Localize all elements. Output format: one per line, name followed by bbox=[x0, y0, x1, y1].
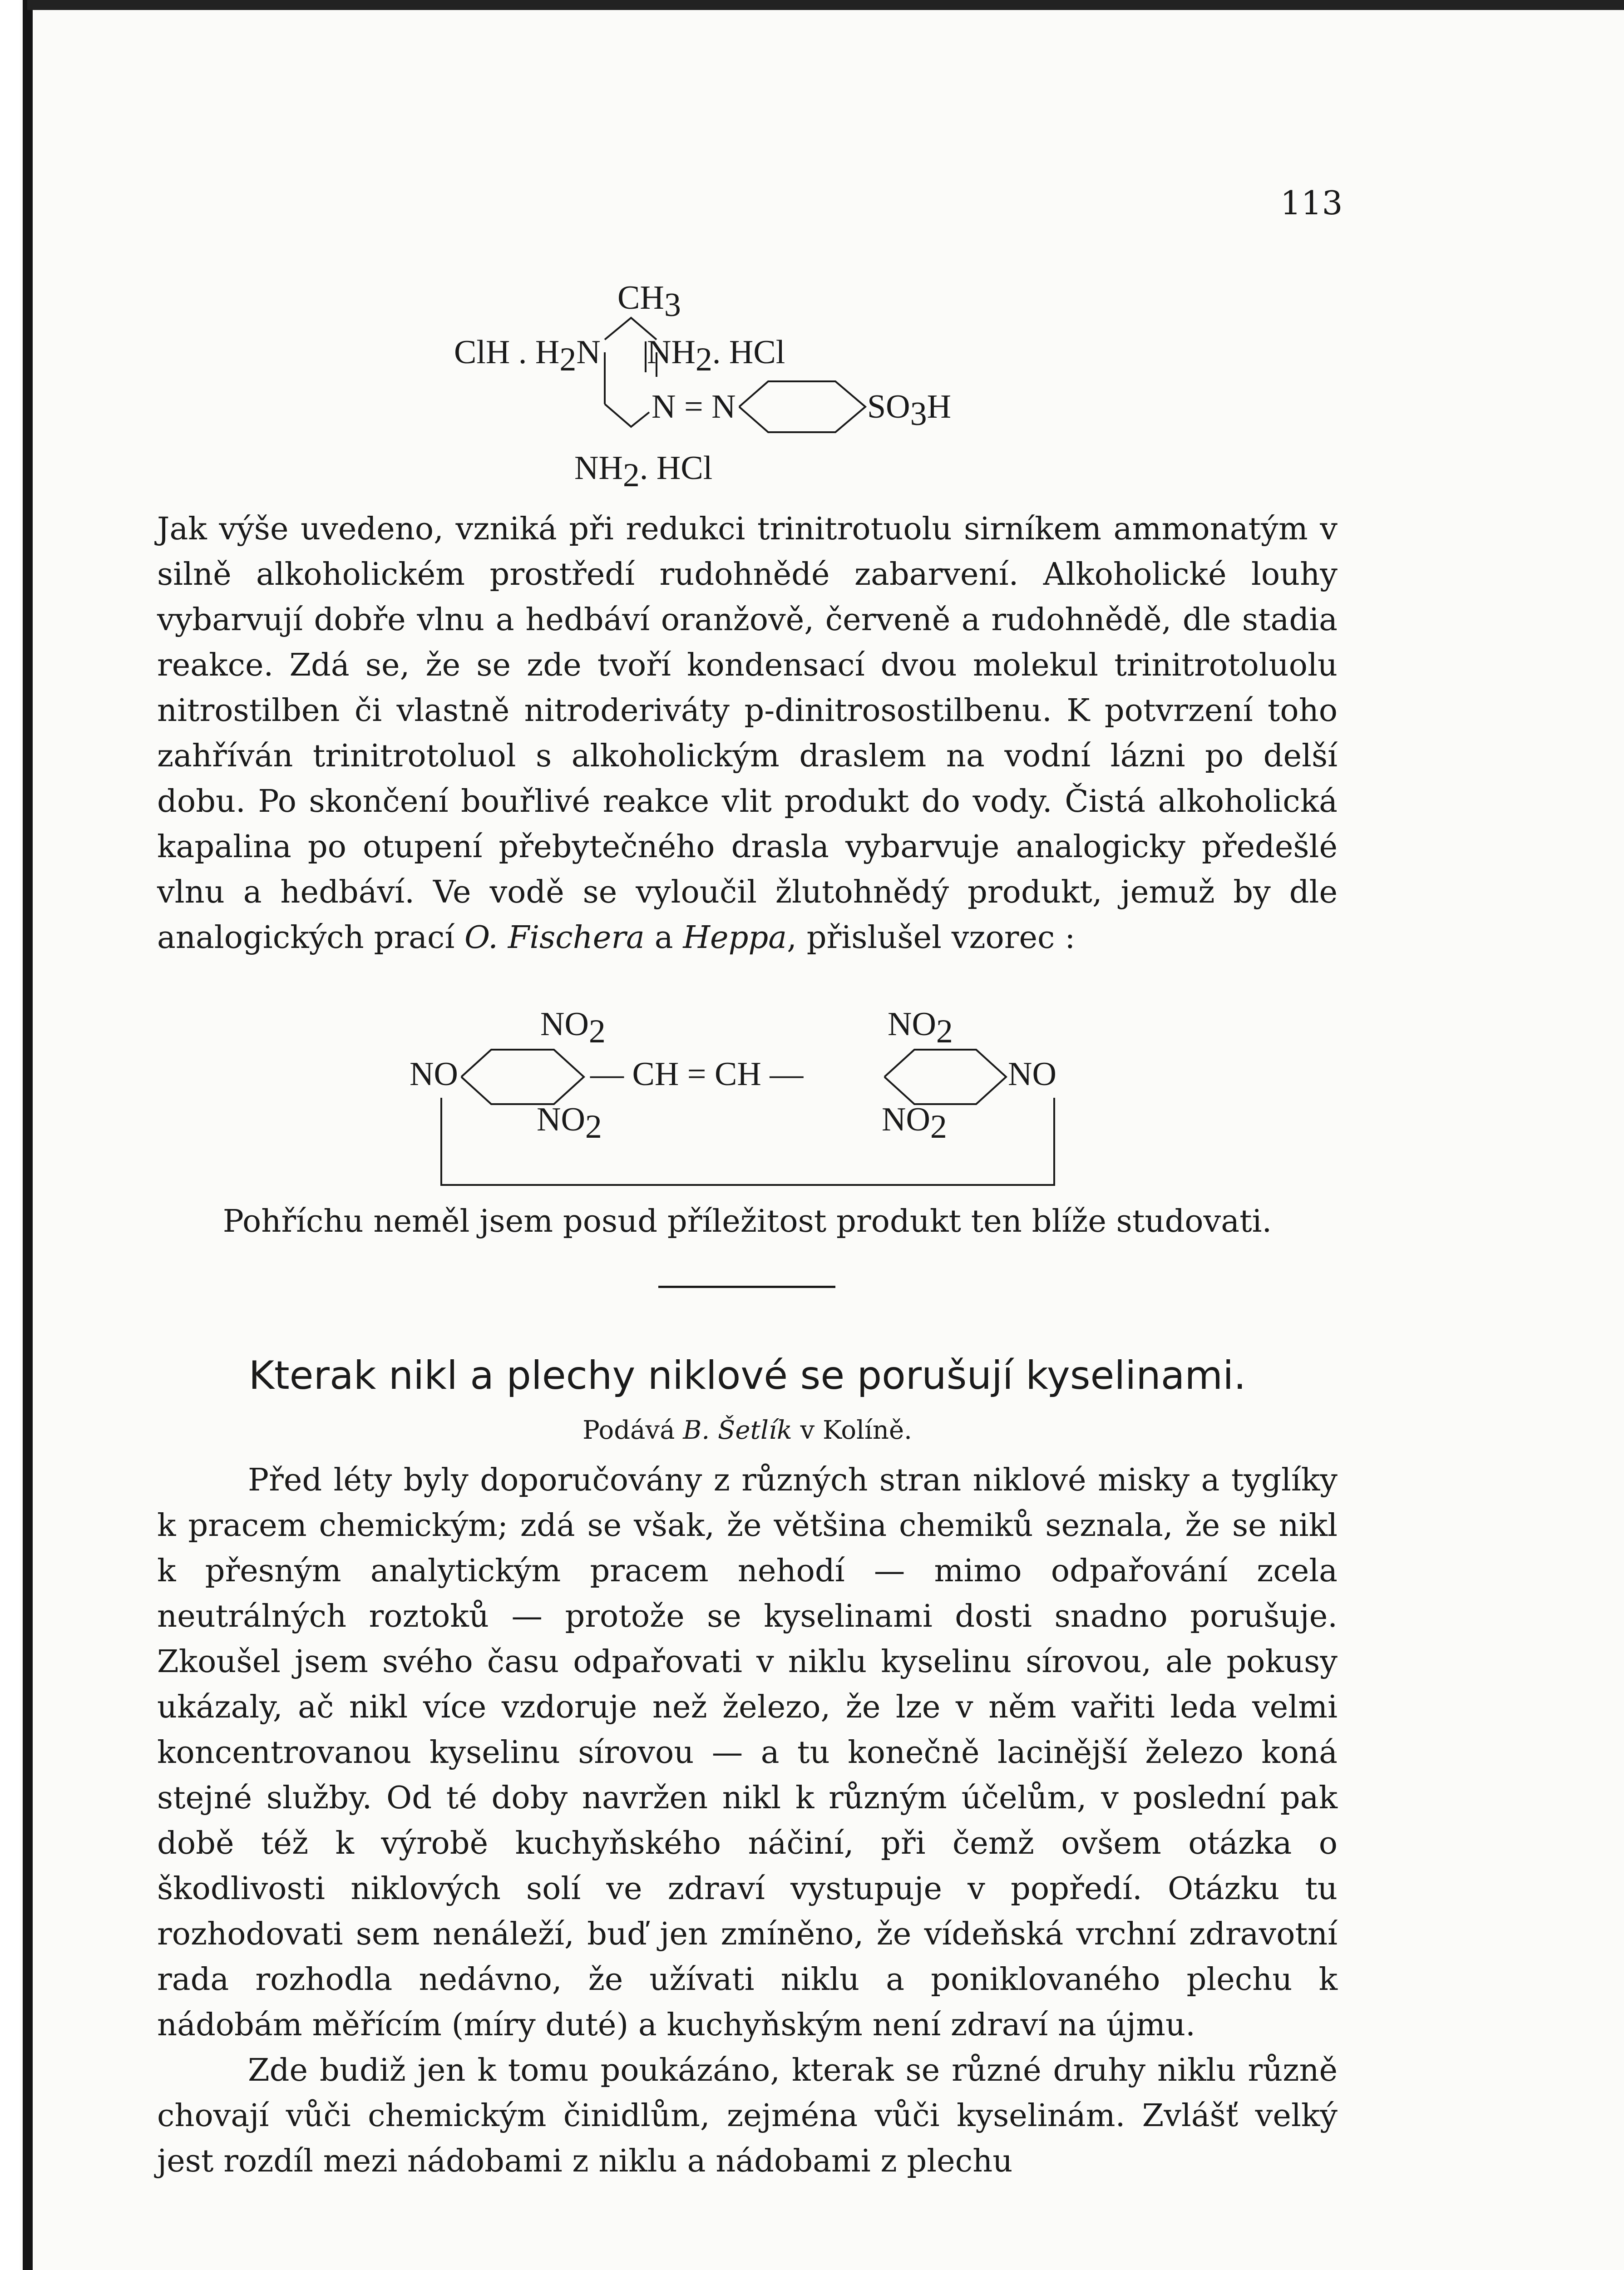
ring-left bbox=[461, 1050, 584, 1104]
paragraph-1-and: a bbox=[654, 919, 673, 956]
formula-left-group: ClH . H2N bbox=[454, 334, 601, 378]
author-hepp: Heppa bbox=[683, 919, 787, 956]
no-left: NO bbox=[410, 1056, 458, 1093]
formula-drawing bbox=[445, 268, 1090, 504]
formula-azo: N = N bbox=[652, 388, 736, 425]
byline-suffix: v Kolíně. bbox=[800, 1416, 912, 1445]
paragraph-1-text: Jak výše uvedeno, vzniká při redukci trinitrotuolu sirníkem ammonatým v silně alkoholickém prostředí rudohnědé zabarvení. Alkoholické louhy vybarvují dobře vlnu a hedbáví oranžově, červeně a rudohnědě, dle stadia reakce. Zdá se, že se zde tvoří kondensací dvou molekul trinitrotoluolu nitrostilben či vlastně nitroderiváty p-dinitrosostilbenu. K potvrzení toho zahříván trinitrotoluol s alkoholickým draslem na vodní lázni po delší dobu. Po skončení bouřlivé reakce vlit produkt do vody. Čistá alkoholická kapalina po otupení přebytečného drasla vybarvuje analogicky předešlé vlnu a hedbáví. Ve vodě se vyloučil žlutohnědý produkt, jemuž by dle analogických prací bbox=[157, 511, 1338, 956]
byline-author: B. Šetlík bbox=[683, 1416, 792, 1445]
formula2-drawing bbox=[400, 999, 1108, 1203]
page-number: 113 bbox=[1280, 184, 1343, 222]
no2-top-right: NO2 bbox=[888, 1006, 953, 1050]
ring-right bbox=[884, 1050, 1006, 1104]
chemical-formula-stilbene bbox=[400, 999, 1108, 1205]
no2-bottom-right: NO2 bbox=[882, 1101, 947, 1145]
page-margin bbox=[0, 0, 20, 2270]
scan-edge-left bbox=[23, 0, 33, 2270]
article-byline bbox=[157, 1416, 1338, 1445]
no-bond-bracket bbox=[441, 1098, 1054, 1185]
paragraph-1-end: , přislušel vzorec : bbox=[787, 919, 1076, 956]
paragraph-remark bbox=[157, 1199, 1338, 1244]
author-fischer: O. Fischera bbox=[464, 919, 645, 956]
article-body bbox=[157, 1457, 1338, 2184]
ring2 bbox=[739, 381, 865, 432]
ring1-bottom bbox=[605, 404, 649, 427]
article-title: Kterak nikl a plechy niklové se porušují kyselinami. bbox=[248, 1353, 1246, 1398]
paragraph-reduction bbox=[157, 506, 1338, 960]
formula-right-group: NH2. HCl bbox=[647, 334, 785, 378]
scan-edge-top bbox=[27, 0, 1624, 10]
byline-prefix: Podává bbox=[582, 1416, 675, 1445]
formula-bottom-group: NH2. HCl bbox=[574, 449, 713, 494]
ch-ch-bridge: — CH = CH — bbox=[590, 1056, 804, 1093]
no2-top-left: NO2 bbox=[540, 1006, 606, 1050]
paragraph-4: Zde budiž jen k tomu poukázáno, kterak se různé druhy niklu různě chovají vůči chemickým činidlům, zejména vůči kyselinám. Zvlášť velký jest rozdíl mezi nádobami z niklu a nádobami z plechu bbox=[157, 2052, 1338, 2179]
paragraph-2: Pohříchu neměl jsem posud příležitost produkt ten blíže studovati. bbox=[222, 1203, 1272, 1239]
formula-ch3: CH3 bbox=[617, 279, 681, 324]
paragraph-1 bbox=[157, 506, 1338, 960]
no-right: NO bbox=[1008, 1056, 1056, 1093]
no2-bottom-left: NO2 bbox=[537, 1101, 602, 1145]
formula-so3h: SO3H bbox=[867, 388, 952, 433]
section-separator bbox=[658, 1286, 835, 1288]
paragraph-3: Před léty byly doporučovány z různých stran niklové misky a tyglíky k pracem chemickým; zdá se však, že většina chemiků seznala, že se nikl k přesným analytickým pracem nehodí — mimo odpařování zcela neutrálných roztoků — protože se kyselinami dosti snadno porušuje. Zkoušel jsem svého času odpařovati v niklu kyselinu sírovou, ale pokusy ukázaly, ač nikl více vzdoruje než železo, že lze v něm vařiti leda velmi koncentrovanou kyselinu sírovou — a tu konečně lacinější železo koná stejné služby. Od té doby navržen nikl k různým účelům, v poslední pak době též k výrobě kuchyňského náčiní, při čemž ovšem otázka o škodlivosti niklových solí ve zdraví vystupuje v popředí. Otázku tu rozhodovati sem nenáleží, buď jen zmíněno, že vídeňská vrchní zdravotní rada rozhodla nedávno, že užívati niklu a poniklovaného plechu k nádobám měřícím (míry duté) a kuchyňským není zdraví na újmu. bbox=[157, 1462, 1338, 2043]
chemical-formula-azo bbox=[445, 268, 1090, 506]
